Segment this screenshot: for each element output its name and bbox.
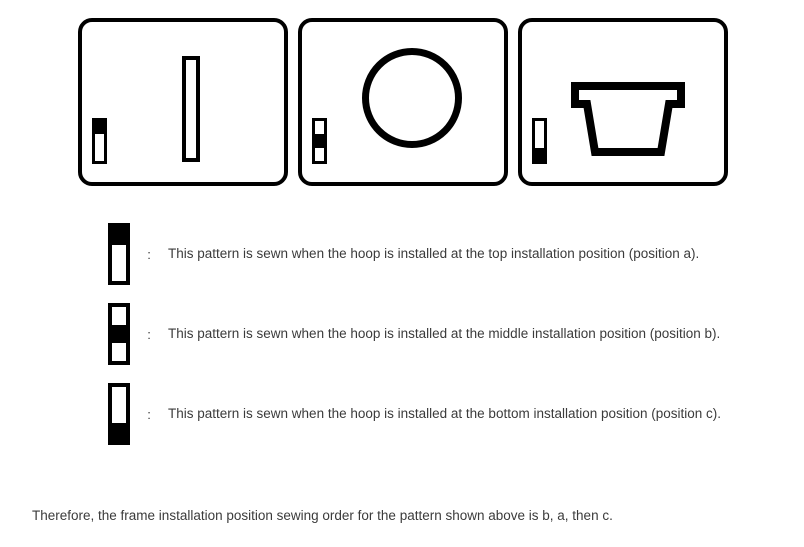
pattern-shape-vertical-bar	[182, 56, 200, 162]
pattern-panels	[78, 18, 728, 186]
hoop-position-marker-top	[92, 118, 107, 164]
legend	[108, 214, 788, 454]
pattern-shape-cup	[569, 82, 687, 160]
legend-key-top	[108, 223, 130, 285]
legend-key-fill-middle	[112, 325, 126, 343]
legend-key-middle	[108, 303, 130, 365]
hoop-position-marker-bottom	[532, 118, 547, 164]
legend-key-fill-bottom	[112, 423, 126, 441]
legend-key-bottom	[108, 383, 130, 445]
panel-bottom-position	[518, 18, 728, 186]
legend-key-fill-top	[112, 227, 126, 245]
legend-text-top: This pattern is sewn when the hoop is installed at the top installation position (position a).	[168, 246, 700, 262]
cup-shape-icon	[569, 82, 687, 160]
panel-middle-position	[298, 18, 508, 186]
legend-text-bottom: This pattern is sewn when the hoop is installed at the bottom installation position (position c).	[168, 406, 722, 422]
legend-separator: :	[147, 326, 151, 342]
legend-separator: :	[147, 406, 151, 422]
conclusion-text: Therefore, the frame installation position sewing order for the pattern shown above is b, a, then c.	[32, 508, 613, 523]
legend-text-middle: This pattern is sewn when the hoop is installed at the middle installation position (position b).	[168, 326, 721, 342]
hoop-position-marker-middle	[312, 118, 327, 164]
legend-row-bottom	[108, 374, 788, 454]
legend-row-top	[108, 214, 788, 294]
panel-top-position	[78, 18, 288, 186]
legend-separator: :	[147, 246, 151, 262]
legend-row-middle	[108, 294, 788, 374]
pattern-shape-circle	[362, 48, 462, 148]
